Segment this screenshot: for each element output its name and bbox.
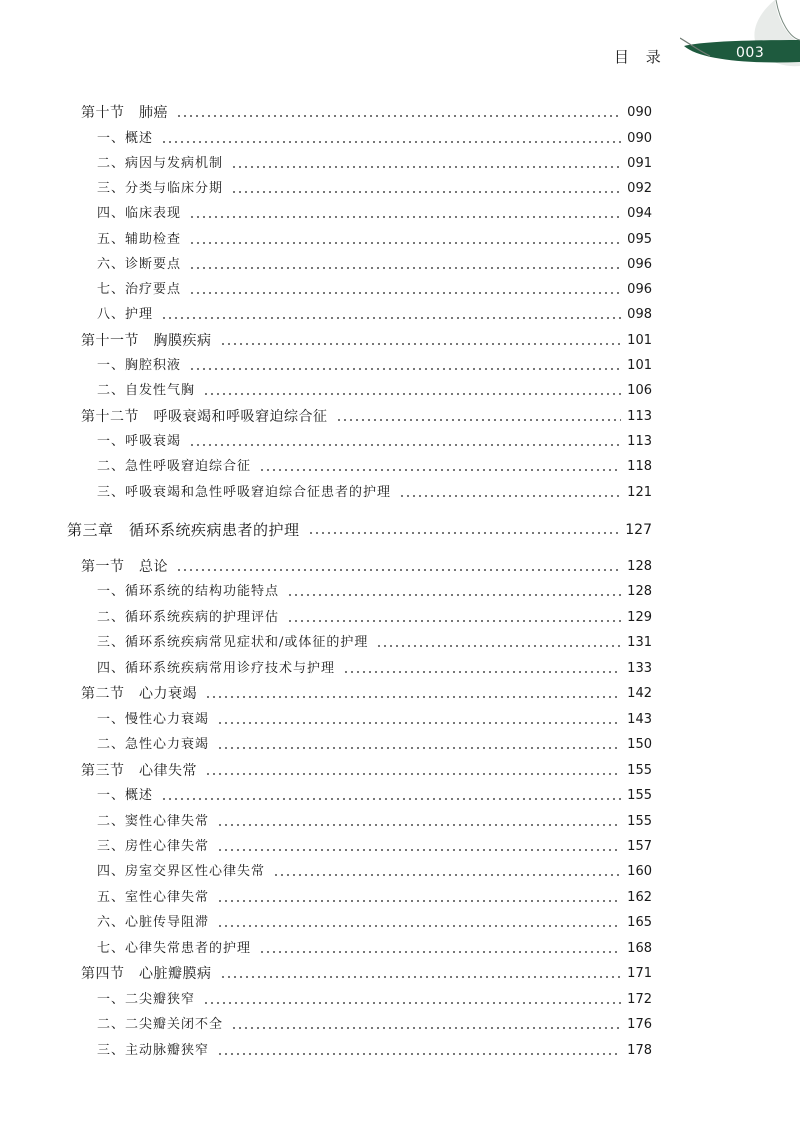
toc-item-entry [97,453,652,475]
toc-entry-page: 162 [627,890,652,905]
toc-entry-page: 090 [627,105,652,120]
toc-section-entry [81,757,652,779]
toc-entry-page: 157 [627,839,652,854]
toc-item-entry [97,884,652,906]
toc-entry-title: 七、治疗要点 [97,282,182,297]
toc-entry-page: 155 [627,763,652,778]
toc-entry-title: 二、急性呼吸窘迫综合征 [97,459,252,474]
toc-entry-page: 113 [627,409,652,424]
toc-entry-title: 二、急性心力衰竭 [97,737,210,752]
toc-item-entry [97,1037,652,1059]
toc-item-entry [97,731,652,753]
toc-entry-title: 三、房性心律失常 [97,839,210,854]
toc-entry-page: 106 [627,383,652,398]
toc-entry-title: 第十节 肺癌 [81,105,168,121]
toc-section-entry [81,680,652,702]
toc-item-entry [97,276,652,298]
dot-leader [308,532,620,534]
toc-entry-title: 一、慢性心力衰竭 [97,712,210,727]
toc-entry-page: 092 [627,181,652,196]
toc-entry-title: 六、心脏传导阻滞 [97,915,210,930]
dot-leader [399,495,621,497]
toc-entry-title: 第四节 心脏瓣膜病 [81,966,212,982]
dot-leader [343,671,621,673]
toc-entry-title: 二、自发性气胸 [97,383,196,398]
toc-entry-title: 五、辅助检查 [97,232,182,247]
toc-entry-page: 172 [627,992,652,1007]
toc-entry-title: 四、房室交界区性心律失常 [97,864,266,879]
toc-entry-page: 113 [627,434,652,449]
toc-entry-title: 第十二节 呼吸衰竭和呼吸窘迫综合征 [81,409,328,425]
toc-entry-title: 七、心律失常患者的护理 [97,941,252,956]
toc-entry-title: 二、循环系统疾病的护理评估 [97,610,280,625]
toc-entry-page: 165 [627,915,652,930]
dot-leader [217,900,621,902]
toc-item-entry [97,226,652,248]
toc-item-entry [97,251,652,273]
toc-entry-page: 090 [627,131,652,146]
toc-entry-title: 三、主动脉瓣狭窄 [97,1043,210,1058]
dot-leader [203,1002,621,1004]
toc-entry-page: 155 [627,814,652,829]
toc-entry-page: 150 [627,737,652,752]
toc-entry-title: 八、护理 [97,307,154,322]
toc-entry-title: 一、概述 [97,788,154,803]
toc-entry-page: 142 [627,686,652,701]
toc-entry-page: 118 [627,459,652,474]
toc-item-entry [97,175,652,197]
dot-leader [287,594,621,596]
toc-entry-title: 一、二尖瓣狭窄 [97,992,196,1007]
toc-entry-page: 155 [627,788,652,803]
dot-leader [259,469,621,471]
toc-entry-title: 三、循环系统疾病常见症状和/或体征的护理 [97,635,369,650]
toc-item-entry [97,479,652,501]
dot-leader [189,242,621,244]
toc-section-entry [81,403,652,425]
dot-leader [189,444,621,446]
toc-item-entry [97,1011,652,1033]
toc-entry-title: 六、诊断要点 [97,257,182,272]
toc-item-entry [97,629,652,651]
toc-item-entry [97,428,652,450]
toc-section-entry [81,960,652,982]
dot-leader [205,696,621,698]
toc-item-entry [97,352,652,374]
toc-entry-title: 第十一节 胸膜疾病 [81,333,212,349]
dot-leader [220,343,622,345]
dot-leader [189,267,621,269]
toc-entry-page: 143 [627,712,652,727]
page-number: 003 [736,45,765,61]
toc-item-entry [97,909,652,931]
toc-entry-page: 129 [627,610,652,625]
toc-entry-page: 160 [627,864,652,879]
toc-item-entry [97,125,652,147]
toc-item-entry [97,782,652,804]
toc-entry-page: 171 [627,966,652,981]
dot-leader [217,824,621,826]
dot-leader [205,773,621,775]
toc-item-entry [97,578,652,600]
toc-item-entry [97,706,652,728]
toc-item-entry [97,935,652,957]
dot-leader [220,976,622,978]
toc-entry-page: 101 [627,333,652,348]
toc-entry-title: 四、循环系统疾病常用诊疗技术与护理 [97,661,336,676]
toc-chapter-entry [67,516,652,538]
toc-entry-page: 096 [627,282,652,297]
dot-leader [217,722,621,724]
dot-leader [231,191,621,193]
dot-leader [273,874,621,876]
toc-entry-title: 二、二尖瓣关闭不全 [97,1017,224,1032]
dot-leader [161,317,621,319]
toc-entry-page: 168 [627,941,652,956]
toc-entry-page: 131 [627,635,652,650]
toc-entry-title: 一、循环系统的结构功能特点 [97,584,280,599]
dot-leader [376,645,621,647]
dot-leader [189,368,621,370]
dot-leader [203,393,621,395]
dot-leader [161,141,621,143]
toc-entry-page: 121 [627,485,652,500]
toc-entry-title: 第三节 心律失常 [81,763,197,779]
page-corner-tab [680,0,800,80]
toc-entry-page: 094 [627,206,652,221]
dot-leader [231,166,621,168]
toc-entry-page: 176 [627,1017,652,1032]
toc-item-entry [97,833,652,855]
toc-item-entry [97,377,652,399]
dot-leader [217,849,621,851]
toc-item-entry [97,808,652,830]
dot-leader [176,569,621,571]
running-header-title: 目 录 [614,48,667,66]
dot-leader [161,798,621,800]
toc-entry-title: 一、胸腔积液 [97,358,182,373]
toc-entry-page: 128 [627,584,652,599]
toc-entry-title: 三、呼吸衰竭和急性呼吸窘迫综合征患者的护理 [97,485,392,500]
dot-leader [231,1027,621,1029]
toc-entry-title: 二、病因与发病机制 [97,156,224,171]
toc-entry-title: 四、临床表现 [97,206,182,221]
toc-entry-title: 五、室性心律失常 [97,890,210,905]
toc-entry-title: 一、概述 [97,131,154,146]
toc-entry-title: 一、呼吸衰竭 [97,434,182,449]
toc-item-entry [97,858,652,880]
toc-item-entry [97,200,652,222]
toc-entry-page: 178 [627,1043,652,1058]
dot-leader [259,951,621,953]
toc-entry-page: 091 [627,156,652,171]
toc-entry-page: 098 [627,307,652,322]
toc-entry-title: 第二节 心力衰竭 [81,686,197,702]
dot-leader [217,925,621,927]
toc-entry-page: 128 [627,559,652,574]
toc-entry-title: 三、分类与临床分期 [97,181,224,196]
dot-leader [189,292,621,294]
toc-entry-title: 第一节 总论 [81,559,168,575]
dot-leader [176,115,621,117]
toc-item-entry [97,604,652,626]
toc-item-entry [97,655,652,677]
toc-item-entry [97,986,652,1008]
toc-section-entry [81,553,652,575]
toc-section-entry [81,327,652,349]
dot-leader [217,1053,621,1055]
toc-item-entry [97,301,652,323]
toc-item-entry [97,150,652,172]
dot-leader [189,216,621,218]
dot-leader [287,620,621,622]
toc-entry-page: 101 [627,358,652,373]
dot-leader [217,747,621,749]
toc-entry-title: 第三章 循环系统疾病患者的护理 [67,521,300,539]
dot-leader [336,419,622,421]
toc-entry-title: 二、窦性心律失常 [97,814,210,829]
toc-entry-page: 133 [627,661,652,676]
toc-entry-page: 127 [625,522,652,538]
toc-entry-page: 095 [627,232,652,247]
toc-entry-page: 096 [627,257,652,272]
toc-section-entry [81,99,652,121]
